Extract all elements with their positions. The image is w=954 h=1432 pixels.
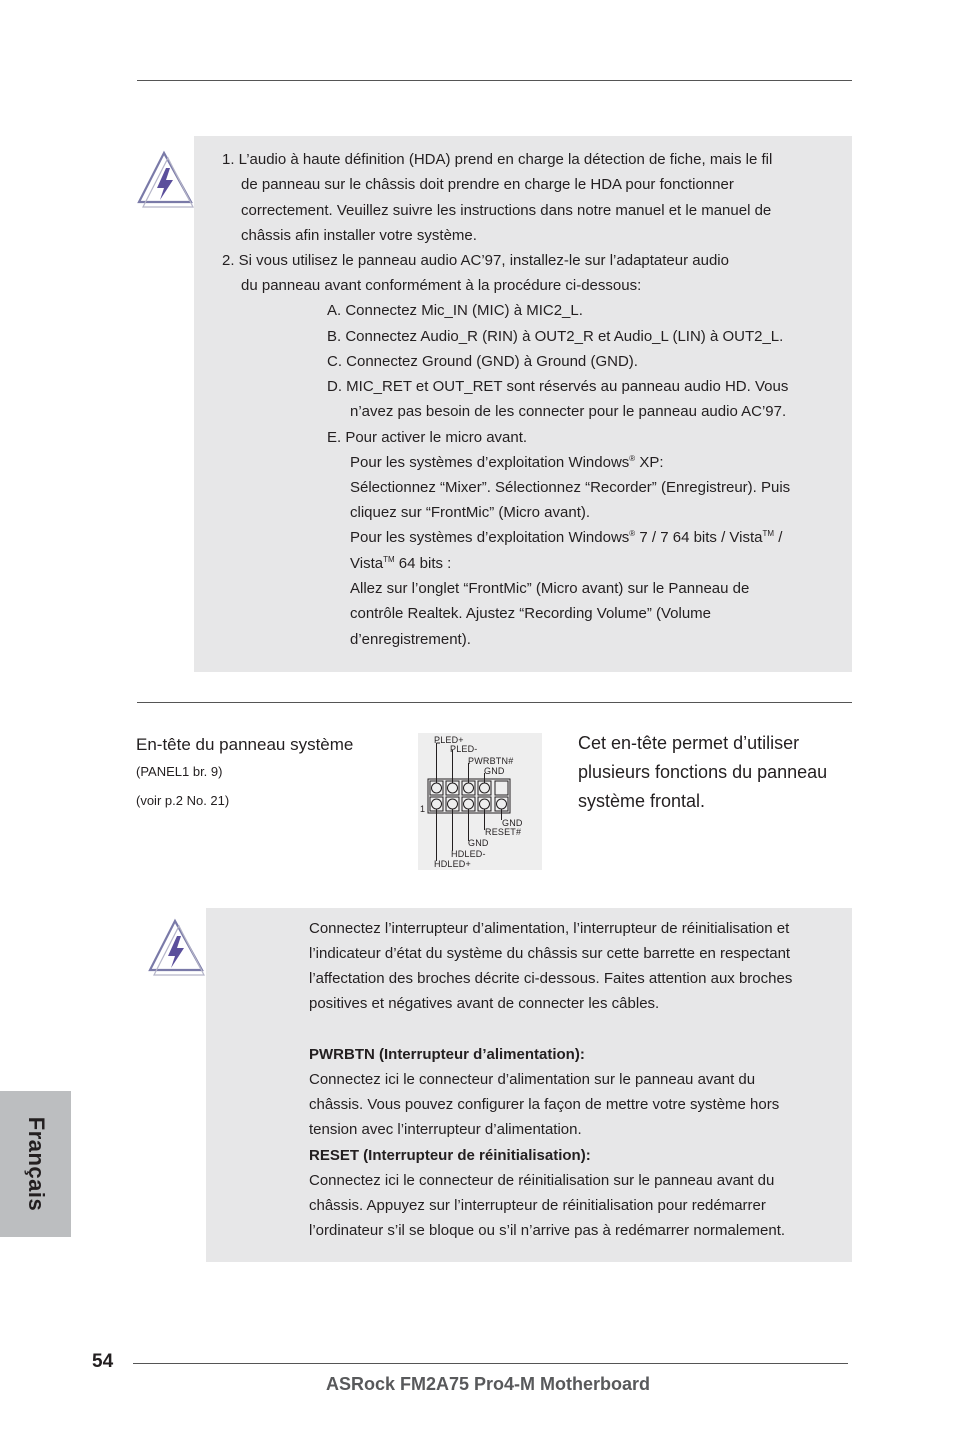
pwrbtn-heading: PWRBTN (Interrupteur d’alimentation): <box>309 1046 585 1063</box>
label-gnd-top: GND <box>484 766 505 776</box>
note1-line-3: correctement. Veuillez suivre les instructions dans notre manuel et le manuel de <box>241 202 772 219</box>
note1-step-d-cont: n’avez pas besoin de les connecter pour le panneau audio AC’97. <box>350 403 787 420</box>
warning-icon <box>135 150 197 208</box>
footer-title: ASRock FM2A75 Pro4-M Motherboard <box>326 1374 651 1394</box>
label-pin-one: 1 <box>420 804 426 814</box>
pwrbtn-line-2: châssis. Vous pouvez configurer la façon de mettre votre système hors <box>309 1096 780 1113</box>
note1-line-4: châssis afin installer votre système. <box>241 227 477 244</box>
note1-xp-heading: Pour les systèmes d’exploitation Windows® XP: <box>350 454 664 471</box>
note1-line-2: de panneau sur le châssis doit prendre en charge le HDA pour fonctionner <box>241 176 734 193</box>
note1-step-c: C. Connectez Ground (GND) à Ground (GND). <box>327 353 638 370</box>
note1-win7-3: d’enregistrement). <box>350 631 471 648</box>
note1-step-b: B. Connectez Audio_R (RIN) à OUT2_R et Audio_L (LIN) à OUT2_L. <box>327 328 784 345</box>
label-hdled-plus: HDLED+ <box>434 859 471 869</box>
note1-step-a: A. Connectez Mic_IN (MIC) à MIC2_L. <box>327 302 583 319</box>
label-reset: RESET# <box>485 827 522 837</box>
pwrbtn-line-3: tension avec l’interrupteur d’alimentation. <box>309 1121 582 1138</box>
note2-line-1: Connectez l’interrupteur d’alimentation, l’interrupteur de réinitialisation et <box>309 920 790 937</box>
note1-win7-1: Allez sur l’onglet “FrontMic” (Micro avant) sur le Panneau de <box>350 580 750 597</box>
panel-header-desc-3: système frontal. <box>578 791 706 811</box>
panel-header-page-ref: (voir p.2 No. 21) <box>136 793 230 808</box>
panel-header-title: En-tête du panneau système <box>136 735 354 754</box>
label-gnd-bottom: GND <box>468 838 489 848</box>
page-number: 54 <box>92 1351 114 1372</box>
top-rule <box>137 80 852 81</box>
note1-line-5: 2. Si vous utilisez le panneau audio AC’97, installez-le sur l’adaptateur audio <box>222 252 729 269</box>
note1-step-d: D. MIC_RET et OUT_RET sont réservés au panneau audio HD. Vous <box>327 378 789 395</box>
note1-xp-1: Sélectionnez “Mixer”. Sélectionnez “Recorder” (Enregistreur). Puis <box>350 479 791 496</box>
note1-line-6: du panneau avant conformément à la procédure ci-dessous: <box>241 277 642 294</box>
note1-win7-2: contrôle Realtek. Ajustez “Recording Volume” (Volume <box>350 605 712 622</box>
label-hdled-minus: HDLED- <box>451 849 486 859</box>
note1-vista-heading: Vista™ 64 bits : <box>350 555 452 572</box>
panel-header-pin-info: (PANEL1 br. 9) <box>136 764 223 779</box>
panel-header-desc-2: plusieurs fonctions du panneau <box>578 762 828 782</box>
language-label: Français <box>23 1116 49 1212</box>
label-pwrbtn: PWRBTN# <box>468 756 514 766</box>
panel-header-diagram <box>418 733 542 870</box>
label-pled-minus: PLED- <box>450 744 478 754</box>
note1-line-1: 1. L’audio à haute définition (HDA) prend en charge la détection de fiche, mais le fil <box>222 151 773 168</box>
note2-line-4: positives et négatives avant de connecter les câbles. <box>309 995 660 1012</box>
section-rule <box>137 702 852 703</box>
panel-header-desc-1: Cet en-tête permet d’utiliser <box>578 733 800 753</box>
reset-line-1: Connectez ici le connecteur de réinitialisation sur le panneau avant du <box>309 1172 775 1189</box>
label-pled-plus: PLED+ <box>434 735 464 745</box>
pwrbtn-line-1: Connectez ici le connecteur d’alimentation sur le panneau avant du <box>309 1071 756 1088</box>
warning-icon <box>146 918 208 976</box>
language-side-tab <box>0 1091 71 1237</box>
reset-line-2: châssis. Appuyez sur l’interrupteur de réinitialisation pour redémarrer <box>309 1197 766 1214</box>
note2-line-3: l’affectation des broches décrite ci-dessous. Faites attention aux broches <box>309 970 793 987</box>
reset-line-3: l’ordinateur s’il se bloque ou s’il n’arrive pas à redémarrer normalement. <box>309 1222 786 1239</box>
reset-heading: RESET (Interrupteur de réinitialisation): <box>309 1147 591 1164</box>
note2-line-2: l’indicateur d’état du système du châssis sur cette barrette en respectant <box>309 945 791 962</box>
note1-step-e: E. Pour activer le micro avant. <box>327 429 528 446</box>
footer-rule <box>133 1363 848 1364</box>
label-gnd-right: GND <box>502 818 523 828</box>
note1-xp-2: cliquez sur “FrontMic” (Micro avant). <box>350 504 591 521</box>
note1-win7-heading: Pour les systèmes d’exploitation Windows® 7 / 7 64 bits / Vista™ / <box>350 529 783 546</box>
